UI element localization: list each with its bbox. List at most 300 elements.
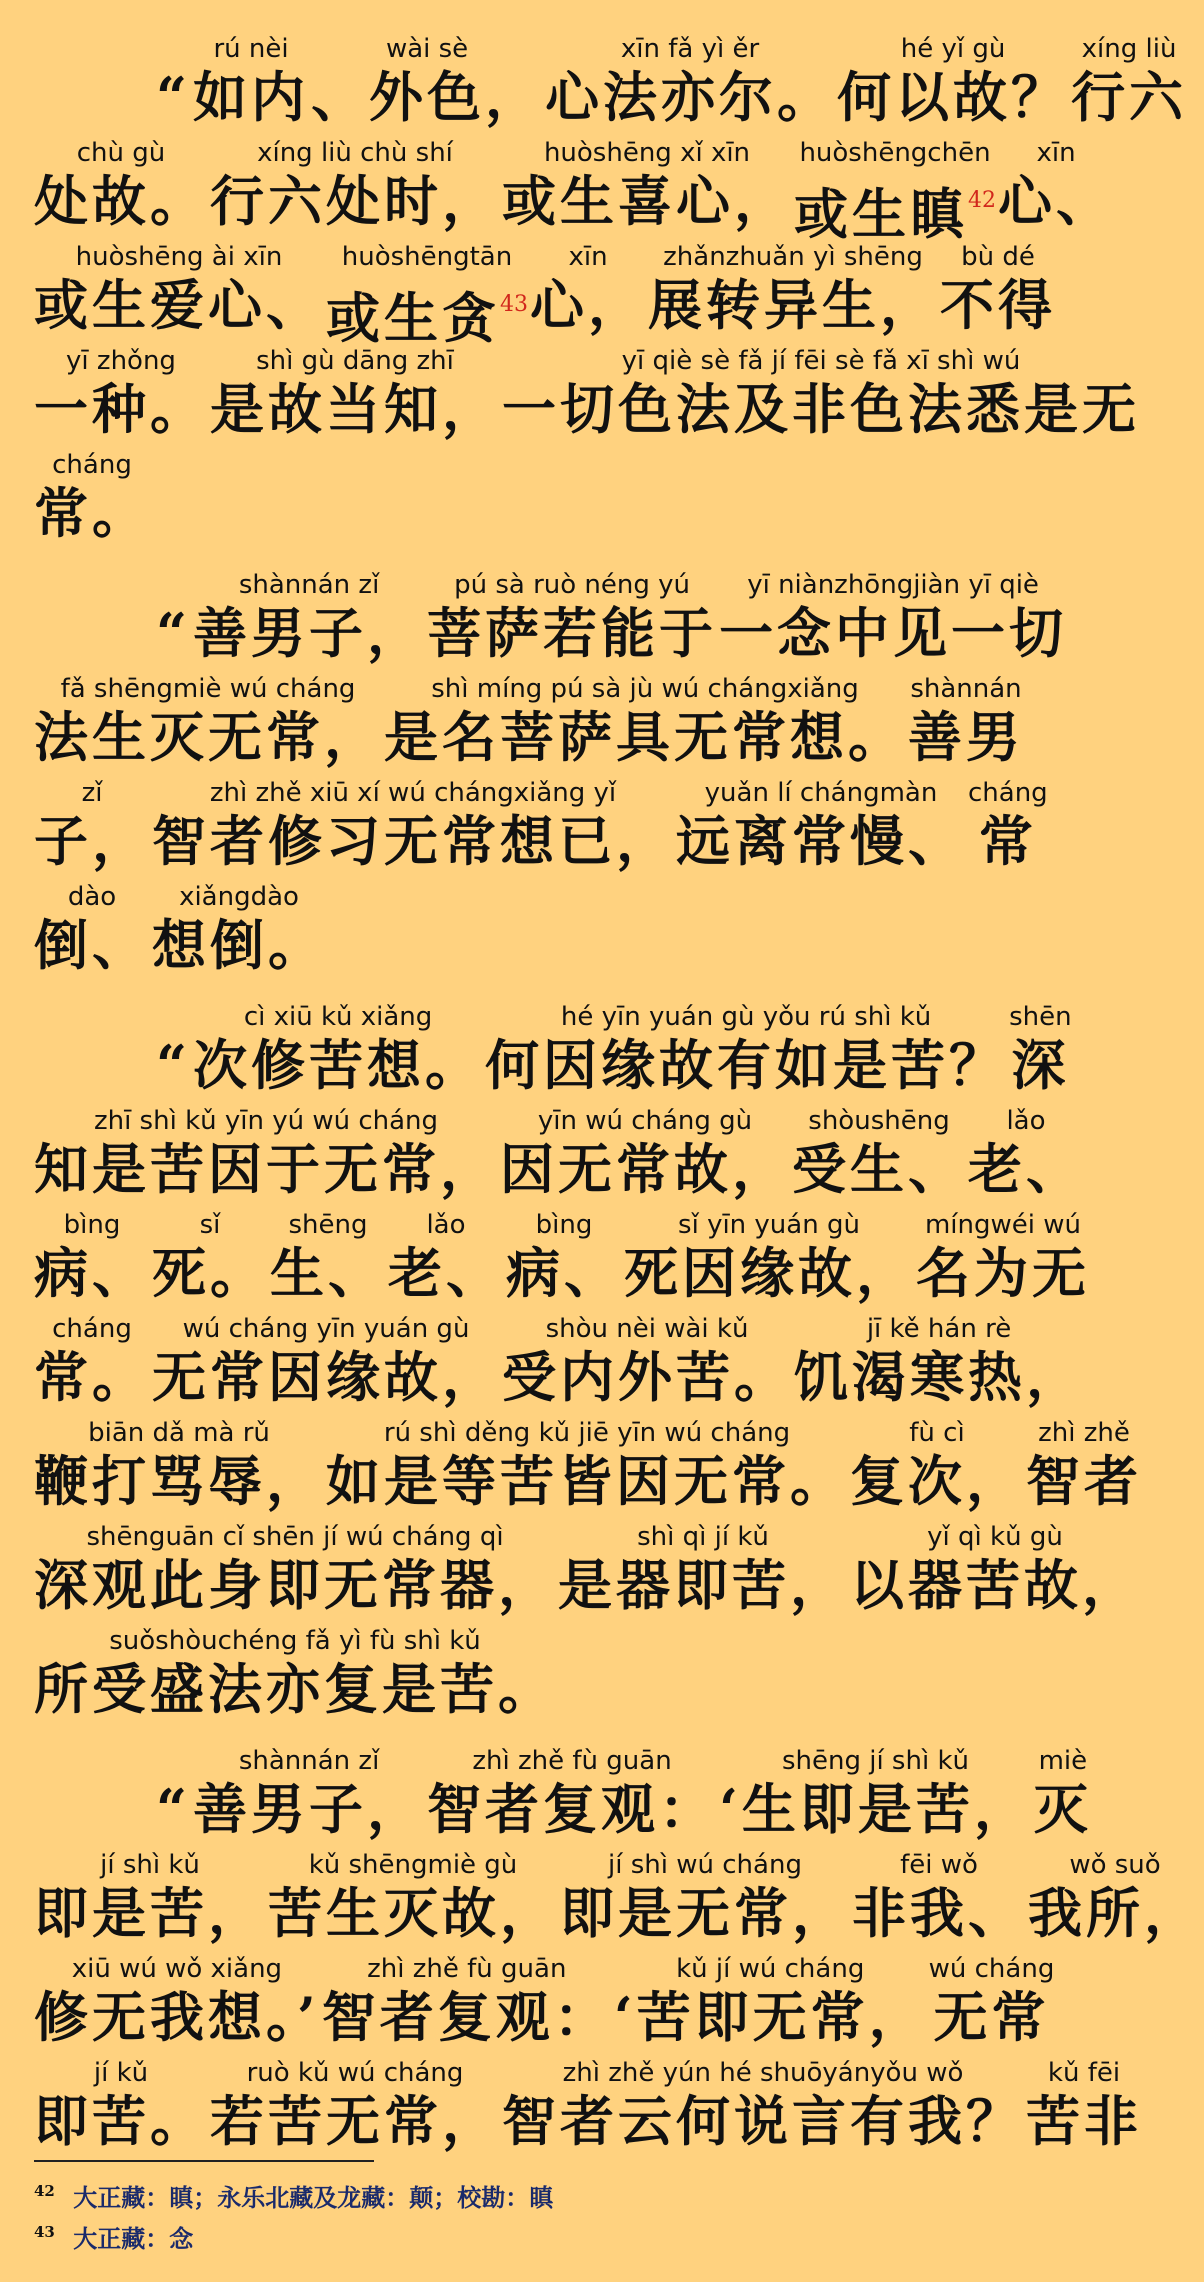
pinyin-text: lǎo (1006, 1106, 1046, 1136)
hanzi-text (34, 1882, 266, 1946)
hanzi-text (210, 170, 500, 234)
hanzi-chars: 善男 (908, 705, 1024, 769)
pinyin-text: huòshēngchēn (799, 138, 991, 168)
hanzi-chars: 次修苦想。 (193, 1033, 484, 1097)
text-line (34, 776, 1046, 874)
hanzi-chars: 善男子， (193, 601, 426, 665)
hanzi-text (530, 274, 646, 338)
pinyin-text: wú cháng yīn yuán gù (182, 1314, 470, 1344)
hanzi-text (326, 1450, 848, 1514)
ruby-segment (210, 2056, 500, 2154)
text-line (34, 568, 1068, 666)
hanzi-chars: 远离常慢、 (676, 809, 966, 873)
ruby-segment (326, 240, 528, 350)
pinyin-text: zhǎnzhuǎn yì shēng (663, 242, 923, 272)
pinyin-text: shēng (288, 1210, 368, 1240)
ruby-segment (1009, 1000, 1072, 1098)
hanzi-chars: 何以故？ (837, 65, 1070, 129)
hanzi-text (794, 170, 996, 246)
text-line (34, 344, 1140, 442)
text-line (34, 240, 1056, 350)
ruby-segment (34, 672, 382, 770)
text-line (34, 880, 1046, 978)
ruby-segment (210, 344, 500, 442)
hanzi-chars: 是器即苦， (558, 1553, 848, 1617)
hanzi-chars: 智者 (1026, 1449, 1142, 1513)
hanzi-chars: “ (156, 1777, 192, 1841)
ruby-segment (34, 1104, 498, 1202)
ruby-segment (502, 344, 1140, 442)
pinyin-text: rú shì děng kǔ jiē yīn wú cháng (383, 1418, 791, 1448)
hanzi-chars: 知是苦因于无常， (34, 1137, 498, 1201)
footnote-43 (34, 2215, 1046, 2256)
pinyin-text: zhì zhě fù guān (367, 1954, 567, 1984)
ruby-segment (560, 1848, 850, 1946)
pinyin-text: yuǎn lí chángmàn (704, 778, 938, 808)
hanzi-chars: 行六 (1071, 65, 1188, 129)
ruby-segment (998, 136, 1114, 234)
hanzi-text (929, 1986, 1055, 2050)
hanzi-text (326, 274, 528, 350)
text-line (34, 2056, 1142, 2154)
hanzi-text (908, 706, 1024, 770)
ruby-segment (1071, 32, 1187, 130)
footnote-divider (34, 2160, 374, 2162)
text-line (34, 1000, 1072, 1098)
ruby-segment (648, 240, 938, 338)
ruby-segment (156, 568, 191, 666)
hanzi-text (34, 1986, 320, 2050)
pinyin-text: míngwéi wú (924, 1210, 1082, 1240)
hanzi-chars: 心， (530, 273, 646, 337)
footnotes (34, 2160, 1046, 2256)
hanzi-chars: 处故。 (34, 169, 208, 233)
ruby-segment (210, 136, 500, 234)
pinyin-text: huòshēng xǐ xīn (543, 138, 751, 168)
pinyin-text: yī niànzhōngjiàn yī qiè (747, 570, 1039, 600)
hanzi-chars: 菩萨若能于 (427, 601, 718, 665)
hanzi-chars: 如内 (193, 65, 310, 129)
pinyin-text: sǐ (199, 1210, 221, 1240)
pinyin-text: cì xiū kǔ xiǎng (243, 1002, 433, 1032)
ruby-segment (1026, 1416, 1142, 1514)
hanzi-text (156, 66, 191, 130)
ruby-segment (427, 1744, 717, 1842)
hanzi-text (34, 1346, 150, 1410)
hanzi-text (427, 1778, 717, 1842)
pinyin-text: xiū wú wǒ xiǎng (71, 1954, 283, 1984)
ruby-segment (850, 1416, 1024, 1514)
hanzi-text (560, 1882, 850, 1946)
ruby-segment (929, 1952, 1055, 2050)
pinyin-text: fēi wǒ (900, 1850, 978, 1880)
hanzi-text (270, 1242, 386, 1306)
hanzi-chars: 病、 (506, 1241, 622, 1305)
ruby-segment (152, 1312, 500, 1410)
pinyin-text: wài sè (385, 34, 469, 64)
hanzi-chars: 生、 (270, 1241, 386, 1305)
hanzi-chars: ‘生即是苦， (719, 1777, 1032, 1841)
footnote-text: 大正藏：念 (73, 2224, 194, 2253)
pinyin-text: kǔ fēi (1047, 2058, 1121, 2088)
hanzi-chars: 死。 (152, 1241, 268, 1305)
ruby-segment (530, 240, 646, 338)
ruby-segment (968, 1104, 1084, 1202)
hanzi-chars: 一种。 (34, 377, 208, 441)
footnote-text: 大正藏：瞋；永乐北藏及龙藏：颠；校勘：瞋 (73, 2183, 554, 2212)
pinyin-text: xíng liù (1081, 34, 1177, 64)
hanzi-chars: 智者复观： (321, 1985, 612, 2049)
hanzi-text (152, 810, 674, 874)
hanzi-chars: 何因缘故有如是苦？ (485, 1033, 1008, 1097)
hanzi-text (940, 274, 1056, 338)
footnote-number: 42 (34, 2182, 55, 2200)
ruby-segment (624, 1208, 914, 1306)
hanzi-chars: 灭 (1033, 1777, 1092, 1841)
hanzi-text (34, 1242, 150, 1306)
ruby-segment (558, 1520, 848, 1618)
pinyin-text: hé yǐ gù (900, 34, 1006, 64)
pinyin-text (156, 1744, 191, 1778)
ruby-segment (940, 240, 1056, 338)
hanzi-text (34, 274, 324, 338)
ruby-segment (34, 1952, 320, 2050)
hanzi-chars: 我所， (1028, 1881, 1202, 1945)
pinyin-text: pú sà ruò néng yú (454, 570, 691, 600)
hanzi-text (545, 66, 835, 130)
hanzi-chars: 即是无常， (560, 1881, 850, 1945)
hanzi-text (34, 482, 150, 546)
hanzi-text (502, 170, 792, 234)
ruby-segment (614, 1952, 927, 2050)
hanzi-chars: 修无我想。’ (34, 1985, 320, 2049)
ruby-segment (34, 2056, 208, 2154)
hanzi-text (156, 1778, 191, 1842)
hanzi-chars: 心法亦尔。 (545, 65, 836, 129)
ruby-segment (719, 1744, 1032, 1842)
hanzi-chars: 复次， (850, 1449, 1024, 1513)
ruby-segment (719, 568, 1067, 666)
ruby-segment (1034, 1744, 1092, 1842)
pinyin-text: shòushēng (808, 1106, 950, 1136)
pinyin-text: shì míng pú sà jù wú chángxiǎng (431, 674, 859, 704)
hanzi-text (210, 378, 500, 442)
pinyin-text: jí kǔ (93, 2058, 149, 2088)
hanzi-chars: 、外色， (311, 65, 544, 129)
ruby-segment (502, 2056, 1024, 2154)
pinyin-text: suǒshòuchéng fǎ yì fù shì kǔ (109, 1626, 481, 1656)
footnote-number: 43 (34, 2223, 55, 2241)
footnote-ref[interactable]: 42 (968, 188, 996, 213)
hanzi-text (34, 378, 208, 442)
text-line (34, 1104, 1084, 1202)
text-line (34, 672, 1046, 770)
hanzi-chars: 子， (34, 809, 150, 873)
ruby-segment (152, 1208, 268, 1306)
hanzi-text (34, 1450, 324, 1514)
pinyin-text: zhì zhě fù guān (472, 1746, 672, 1776)
text-line (34, 1416, 1142, 1514)
hanzi-text (614, 1986, 927, 2050)
hanzi-text (34, 170, 208, 234)
ruby-segment (156, 1000, 191, 1098)
ruby-segment (193, 568, 425, 666)
ruby-segment (852, 1848, 1026, 1946)
hanzi-chars: 善男子， (193, 1777, 426, 1841)
pinyin-text: shànnán (910, 674, 1022, 704)
pinyin-text: huòshēngtān (341, 242, 513, 272)
ruby-segment (34, 1208, 150, 1306)
hanzi-text (1028, 1882, 1202, 1946)
pinyin-text: xīn (1036, 138, 1076, 168)
hanzi-text (193, 1778, 425, 1842)
hanzi-chars: 鞭打骂辱， (34, 1449, 324, 1513)
hanzi-chars: “ (156, 65, 192, 129)
pinyin-text: xīn (568, 242, 608, 272)
pinyin-text: xíng liù chù shí (257, 138, 453, 168)
ruby-segment (545, 32, 835, 130)
pinyin-text: shànnán zǐ (238, 570, 380, 600)
ruby-segment (156, 32, 191, 130)
hanzi-chars: 智者修习无常想已， (152, 809, 674, 873)
hanzi-text (34, 2090, 208, 2154)
ruby-segment (502, 136, 792, 234)
hanzi-chars: 死因缘故， (624, 1241, 914, 1305)
ruby-segment (916, 1208, 1090, 1306)
text-line (34, 1848, 1202, 1946)
ruby-segment (676, 776, 966, 874)
text-line (34, 32, 1188, 130)
ruby-segment (1026, 2056, 1142, 2154)
hanzi-text (506, 1242, 622, 1306)
pinyin-text: wǒ suǒ (1069, 1850, 1161, 1880)
hanzi-text (850, 1450, 1024, 1514)
hanzi-chars: 老、 (968, 1137, 1084, 1201)
footnote-ref[interactable]: 43 (500, 292, 528, 317)
pinyin-text: jí shì kǔ (100, 1850, 200, 1880)
ruby-segment (152, 776, 674, 874)
hanzi-chars: 苦非 (1026, 2089, 1142, 2153)
ruby-segment (34, 1520, 556, 1618)
hanzi-chars: 即苦。 (34, 2089, 208, 2153)
ruby-segment (322, 1952, 612, 2050)
pinyin-text: rú nèi (213, 34, 289, 64)
pinyin-text: shànnán zǐ (238, 1746, 380, 1776)
hanzi-chars: 苦生灭故， (268, 1881, 558, 1945)
hanzi-text (968, 1138, 1084, 1202)
pinyin-text: shòu nèi wài kǔ (545, 1314, 749, 1344)
ruby-segment (34, 1624, 556, 1722)
pinyin-text: zhì zhě xiū xí wú chángxiǎng yǐ (209, 778, 617, 808)
hanzi-text (193, 66, 309, 130)
ruby-segment (850, 1520, 1140, 1618)
text-line (34, 1520, 1140, 1618)
pinyin-text: cháng (968, 778, 1048, 808)
hanzi-text (156, 1034, 191, 1098)
hanzi-chars: 若苦无常， (210, 2089, 500, 2153)
hanzi-chars: 无常因缘故， (152, 1345, 500, 1409)
ruby-segment (792, 1104, 966, 1202)
ruby-segment (326, 1416, 848, 1514)
pinyin-text: yī zhǒng (66, 346, 176, 376)
pinyin-text: yīn wú cháng gù (537, 1106, 753, 1136)
ruby-segment (268, 1848, 558, 1946)
hanzi-text (648, 274, 938, 338)
hanzi-chars: 如是等苦皆因无常。 (326, 1449, 848, 1513)
pinyin-text: shì gù dāng zhī (256, 346, 454, 376)
hanzi-chars: 或生爱心、 (34, 273, 324, 337)
hanzi-text (792, 1138, 966, 1202)
ruby-segment (34, 136, 208, 234)
ruby-segment (502, 1312, 792, 1410)
ruby-segment (794, 136, 996, 246)
ruby-segment (156, 1744, 191, 1842)
hanzi-text (34, 706, 382, 770)
ruby-segment (427, 568, 717, 666)
hanzi-chars: 老、 (388, 1241, 504, 1305)
hanzi-text (624, 1242, 914, 1306)
ruby-segment (311, 32, 543, 130)
hanzi-chars: 常。 (34, 481, 150, 545)
text-line (34, 1624, 1046, 1722)
hanzi-text (719, 602, 1067, 666)
ruby-segment (837, 32, 1069, 130)
pinyin-text: bù dé (961, 242, 1035, 272)
hanzi-chars: 行六处时， (210, 169, 500, 233)
hanzi-text (916, 1242, 1090, 1306)
hanzi-text (34, 1554, 556, 1618)
hanzi-text (502, 1346, 792, 1410)
hanzi-chars: 病、 (34, 1241, 150, 1305)
pinyin-text: bìng (535, 1210, 593, 1240)
hanzi-text (322, 1986, 612, 2050)
pinyin-text: zhì zhě yún hé shuōyányǒu wǒ (562, 2058, 964, 2088)
hanzi-text (210, 2090, 500, 2154)
ruby-segment (968, 776, 1048, 874)
hanzi-text (558, 1554, 848, 1618)
hanzi-chars: 深观此身即无常器， (34, 1553, 556, 1617)
ruby-segment (152, 880, 326, 978)
hanzi-text (1026, 1450, 1142, 1514)
ruby-segment (388, 1208, 504, 1306)
text-line (34, 1744, 1092, 1842)
hanzi-chars: 倒、 (34, 913, 150, 977)
hanzi-text (500, 1138, 790, 1202)
hanzi-text (388, 1242, 504, 1306)
text-line (34, 136, 1114, 246)
hanzi-chars: 受生、 (792, 1137, 966, 1201)
ruby-segment (193, 1000, 483, 1098)
hanzi-chars: “ (156, 601, 192, 665)
hanzi-text (968, 810, 1048, 874)
hanzi-text (427, 602, 717, 666)
ruby-segment (34, 776, 150, 874)
pinyin-text: hé yīn yuán gù yǒu rú shì kǔ (560, 1002, 932, 1032)
pinyin-text: biān dǎ mà rǔ (88, 1418, 270, 1448)
hanzi-text (34, 1658, 556, 1722)
ruby-segment (34, 240, 324, 338)
text-line (34, 1952, 1055, 2050)
pinyin-text: miè (1038, 1746, 1088, 1776)
hanzi-chars: 即是苦， (34, 1881, 266, 1945)
hanzi-chars: ‘苦即无常， (613, 1985, 927, 2049)
hanzi-text (34, 914, 150, 978)
scripture-text (34, 32, 1202, 2154)
ruby-segment (193, 1744, 425, 1842)
hanzi-text (485, 1034, 1007, 1098)
hanzi-text (998, 170, 1114, 234)
text-line (34, 448, 1046, 546)
pinyin-text: zǐ (81, 778, 103, 808)
hanzi-text (156, 602, 191, 666)
hanzi-text (676, 810, 966, 874)
hanzi-text (852, 1882, 1026, 1946)
pinyin-text: jī kě hán rè (866, 1314, 1012, 1344)
hanzi-text (719, 1778, 1032, 1842)
hanzi-chars: 无常 (933, 1985, 1050, 2049)
hanzi-chars: 不得 (940, 273, 1056, 337)
ruby-segment (34, 1416, 324, 1514)
hanzi-text (1071, 66, 1187, 130)
pinyin-text: cháng (52, 450, 132, 480)
hanzi-text (837, 66, 1069, 130)
pinyin-text: cháng (52, 1314, 132, 1344)
hanzi-chars: 或生喜心， (502, 169, 792, 233)
ruby-segment (34, 880, 150, 978)
hanzi-chars: 名为无 (916, 1241, 1090, 1305)
pinyin-text (156, 568, 191, 602)
hanzi-chars: 饥渴寒热， (794, 1345, 1084, 1409)
pinyin-text: xiǎngdào (179, 882, 299, 912)
hanzi-chars: 常。 (34, 1345, 150, 1409)
pinyin-text: kǔ jí wú cháng (676, 1954, 865, 1984)
hanzi-chars: 心、 (998, 169, 1114, 233)
hanzi-text (1026, 2090, 1142, 2154)
ruby-segment (193, 32, 309, 130)
ruby-segment (794, 1312, 1084, 1410)
pinyin-text (156, 32, 191, 66)
ruby-segment (1028, 1848, 1202, 1946)
hanzi-text (502, 378, 1140, 442)
ruby-segment (485, 1000, 1007, 1098)
pinyin-text: zhì zhě (1038, 1418, 1130, 1448)
pinyin-text: shēn (1009, 1002, 1072, 1032)
hanzi-text (34, 1138, 498, 1202)
pinyin-text: jí shì wú cháng (608, 1850, 802, 1880)
pinyin-text: lǎo (426, 1210, 466, 1240)
pinyin-text: shēng jí shì kǔ (781, 1746, 969, 1776)
pinyin-text: chù gù (76, 138, 166, 168)
hanzi-chars: 一切色法及非色法悉是无 (502, 377, 1140, 441)
hanzi-chars: 以器苦故， (850, 1553, 1140, 1617)
hanzi-chars: 深 (1011, 1033, 1070, 1097)
ruby-segment (500, 1104, 790, 1202)
ruby-segment (34, 1848, 266, 1946)
hanzi-chars: 常 (978, 809, 1037, 873)
hanzi-text (850, 1554, 1140, 1618)
hanzi-text (311, 66, 543, 130)
hanzi-chars: “ (156, 1033, 192, 1097)
hanzi-chars: 智者复观： (427, 1777, 718, 1841)
hanzi-chars: 想倒。 (152, 913, 326, 977)
ruby-segment (908, 672, 1024, 770)
ruby-segment (384, 672, 906, 770)
hanzi-chars: 非我、 (852, 1881, 1026, 1945)
pinyin-text: shì qì jí kǔ (637, 1522, 769, 1552)
ruby-segment (270, 1208, 386, 1306)
hanzi-text (502, 2090, 1024, 2154)
hanzi-chars: 因无常故， (500, 1137, 790, 1201)
